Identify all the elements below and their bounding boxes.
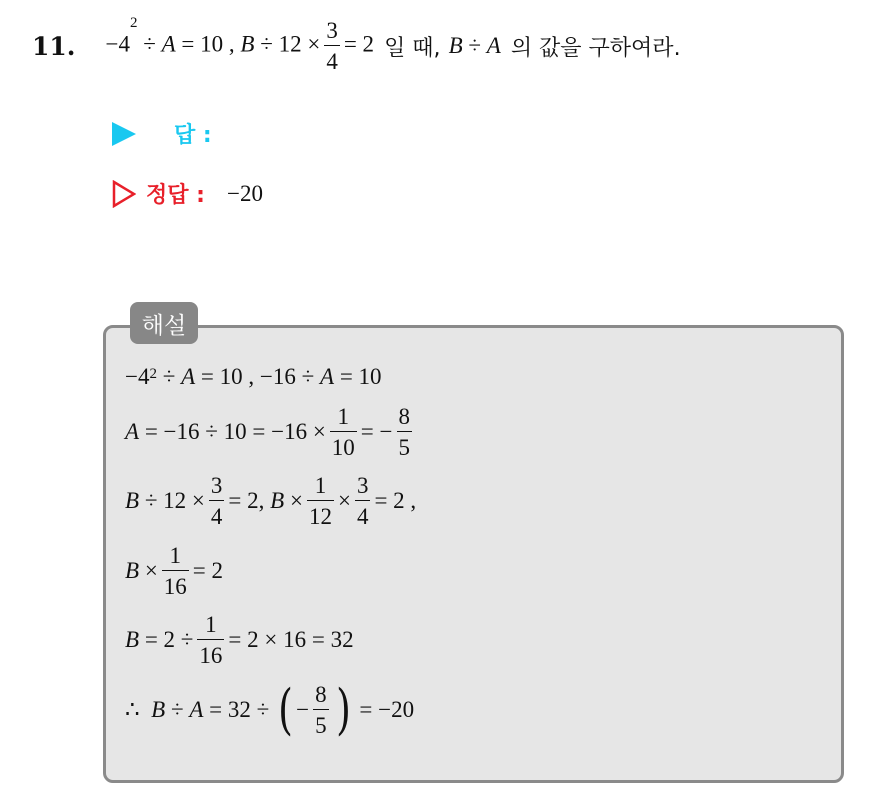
fraction: $\frac{3}{4}$ [356, 473, 369, 529]
correct-answer-row [112, 178, 263, 209]
explanation-line-3: B ÷ 12 × $\frac{3}{4}$ = 2, B × $\frac{1}{12}$ × $\frac{3}{4}$ = 2 , [125, 473, 417, 529]
question-number: 11. [32, 31, 76, 61]
fraction: $\frac{1}{16}$ [163, 543, 187, 599]
explanation-line-1: −4 $^2$ ÷ A = 10 , −16 ÷ A = 10 [125, 364, 382, 389]
question-text: 의 값을 구하여라. [510, 35, 681, 61]
fraction: $\frac{1}{10}$ [331, 404, 355, 460]
play-triangle-icon [112, 122, 136, 146]
fraction: $\frac{3}{4}$ [326, 18, 338, 74]
fraction: $\frac{1}{16}$ [199, 612, 223, 668]
fraction: $\frac{8}{5}$ [398, 404, 410, 460]
correct-answer-label: 정답 : [146, 183, 205, 208]
left-paren: ( [278, 678, 293, 741]
question-expression: $-4^2 \div A = 10$ , B ÷ 12 × $\frac{3}{4}$ = 2 [105, 15, 375, 74]
answer-label: 답 : [174, 123, 212, 148]
explanation-tab: 해설 [130, 302, 198, 344]
correct-answer-value: −20 [226, 180, 263, 206]
fraction: $\frac{1}{12}$ [308, 473, 332, 529]
explanation-line-4: B × $\frac{1}{16}$ = 2 [125, 543, 224, 599]
fraction: $\frac{3}{4}$ [210, 473, 223, 529]
question-line: 11. $-4^2 \div A = 10$ , B ÷ 12 × $\frac{3}{4}$ = 2 일 때, B ÷ A 의 값을 구하여라. [32, 15, 681, 74]
answer-row [112, 118, 212, 149]
fraction: $\frac{8}{5}$ [315, 682, 327, 738]
therefore-symbol: ∴ [125, 697, 140, 722]
question-text: 일 때, [384, 35, 441, 61]
outline-triangle-icon [112, 180, 136, 208]
right-paren: ) [335, 678, 351, 741]
explanation-line-6: ∴ B ÷ A = 32 ÷ ( − $\frac{8}{5}$ ) = −20 [125, 678, 415, 741]
explanation-line-2: A = −16 ÷ 10 = −16 × $\frac{1}{10}$ = − $\frac{8}{5}$ [125, 404, 410, 460]
explanation-line-5: B = 2 ÷ $\frac{1}{16}$ = 2 × 16 = 32 [125, 612, 354, 668]
